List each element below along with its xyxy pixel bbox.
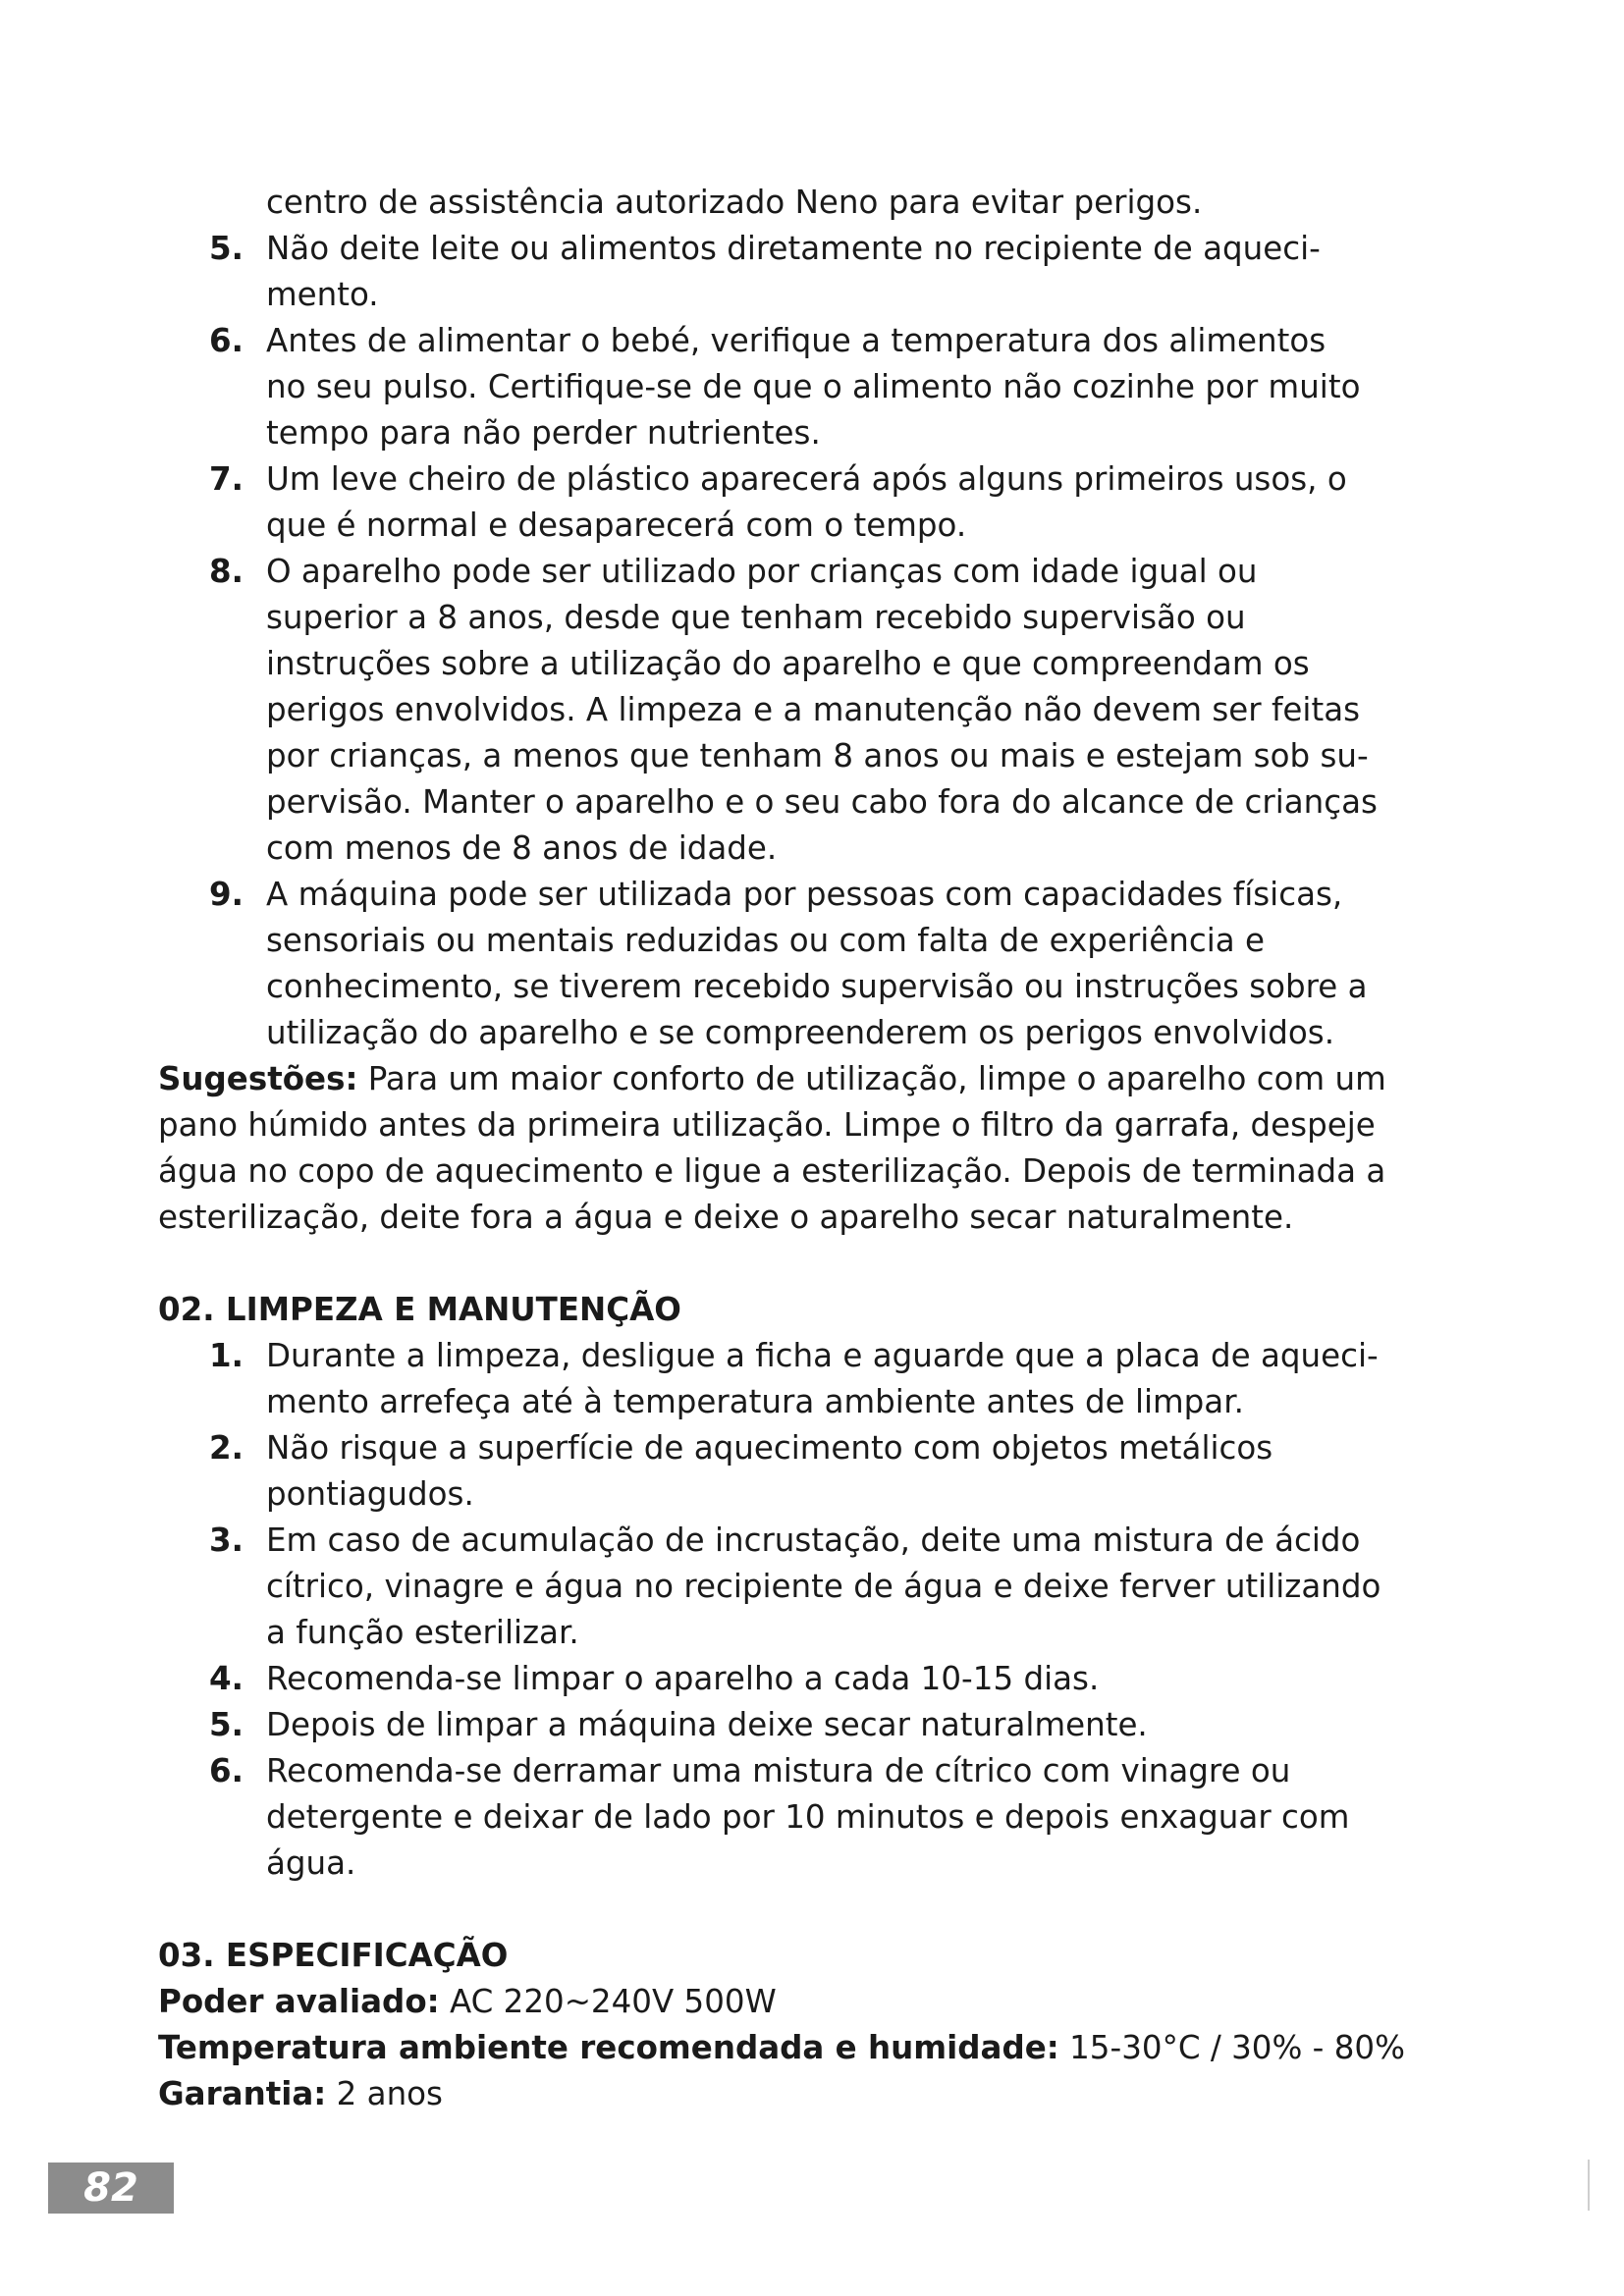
list-item	[158, 226, 1376, 318]
list-text-line: com menos de 8 anos de idade.	[266, 829, 778, 867]
spec-label: Poder avaliado:	[158, 1983, 440, 2020]
list-text-line: Não deite leite ou alimentos diretamente no recipiente de aqueci-	[266, 230, 1321, 267]
list-number: 6.	[209, 1752, 244, 1789]
list-item	[158, 1425, 1376, 1518]
list-text-line: sensoriais ou mentais reduzidas ou com falta de experiência e	[266, 922, 1266, 959]
list-text-line: por crianças, a menos que tenham 8 anos ou mais e estejam sob su-	[266, 737, 1369, 774]
list-text-line: no seu pulso. Certifique-se de que o alimento não cozinhe por muito	[266, 368, 1361, 405]
section-heading-specification: 03. ESPECIFICAÇÃO	[158, 1937, 509, 1974]
list-text-line: instruções sobre a utilização do aparelho e que compreendam os	[266, 645, 1310, 682]
list-text-line: Um leve cheiro de plástico aparecerá após alguns primeiros usos, o	[266, 460, 1347, 498]
spec-label: Temperatura ambiente recomendada e humidade:	[158, 2029, 1059, 2066]
list-text-line: água.	[266, 1844, 356, 1882]
list-number: 6.	[209, 322, 244, 359]
list-text-line: Recomenda-se derramar uma mistura de cítrico com vinagre ou	[266, 1752, 1291, 1789]
list-number: 1.	[209, 1337, 244, 1374]
suggestions-text-line: pano húmido antes da primeira utilização. Limpe o filtro da garrafa, despeje	[158, 1106, 1376, 1144]
spec-value: 2 anos	[326, 2075, 443, 2112]
list-text-line: Antes de alimentar o bebé, verifique a temperatura dos alimentos	[266, 322, 1326, 359]
list-number: 4.	[209, 1660, 244, 1697]
list-number: 9.	[209, 876, 244, 913]
spec-value: AC 220~240V 500W	[439, 1983, 777, 2020]
specification-list	[158, 1979, 1405, 2117]
section-heading-cleaning: 02. LIMPEZA E MANUTENÇÃO	[158, 1291, 681, 1328]
list-text-line: cítrico, vinagre e água no recipiente de água e deixe ferver utilizando	[266, 1568, 1381, 1605]
list-text-line: O aparelho pode ser utilizado por crianças com idade igual ou	[266, 553, 1258, 590]
list-text-line: superior a 8 anos, desde que tenham recebido supervisão ou	[266, 599, 1246, 636]
page-content	[158, 180, 1405, 2117]
list-item	[158, 318, 1376, 456]
spec-value: 15-30°C / 30% - 80%	[1058, 2029, 1405, 2066]
warnings-list	[158, 226, 1376, 1056]
cleaning-list	[158, 1333, 1381, 1887]
list-text-line: que é normal e desaparecerá com o tempo.	[266, 507, 967, 544]
list-item	[158, 1333, 1379, 1425]
list-text-line: Durante a limpeza, desligue a ficha e aguarde que a placa de aqueci-	[266, 1337, 1379, 1374]
list-text-line: utilização do aparelho e se compreenderem os perigos envolvidos.	[266, 1014, 1335, 1051]
suggestions-paragraph	[158, 1056, 1386, 1241]
spec-row-warranty	[158, 2071, 1376, 2117]
list-number: 8.	[209, 553, 244, 590]
list-item	[158, 872, 1376, 1056]
list-text-line: conhecimento, se tiverem recebido supervisão ou instruções sobre a	[266, 968, 1368, 1005]
list-item	[158, 1748, 1376, 1887]
list-item	[158, 549, 1376, 872]
suggestions-first-line	[158, 1056, 1386, 1102]
suggestions-label: Sugestões:	[158, 1060, 358, 1097]
list-text-line: detergente e deixar de lado por 10 minutos e depois enxaguar com	[266, 1798, 1350, 1836]
suggestions-text-line: água no copo de aquecimento e ligue a esterilização. Depois de terminada a	[158, 1152, 1386, 1190]
list-number: 2.	[209, 1429, 244, 1467]
suggestions-text-line: esterilização, deite fora a água e deixe o aparelho secar naturalmente.	[158, 1199, 1294, 1236]
list-text-line: tempo para não perder nutrientes.	[266, 414, 821, 452]
spec-label: Garantia:	[158, 2075, 327, 2112]
spec-row-temperature-humidity	[158, 2025, 1405, 2071]
list-text-line: perigos envolvidos. A limpeza e a manutenção não devem ser feitas	[266, 691, 1361, 728]
list-text-line: Em caso de acumulação de incrustação, deite uma mistura de ácido	[266, 1522, 1361, 1559]
list-item	[158, 1656, 1376, 1702]
list-text-line: Depois de limpar a máquina deixe secar naturalmente.	[266, 1706, 1148, 1743]
list-item	[158, 1702, 1376, 1748]
list-number: 5.	[209, 230, 244, 267]
list-text-line: a função esterilizar.	[266, 1614, 579, 1651]
list-text-line: A máquina pode ser utilizada por pessoas com capacidades físicas,	[266, 876, 1343, 913]
intro-continuation: centro de assistência autorizado Neno para evitar perigos.	[266, 184, 1203, 221]
list-text-line: pervisão. Manter o aparelho e o seu cabo fora do alcance de crianças	[266, 783, 1378, 821]
page-number-badge: 82	[48, 2163, 174, 2214]
list-item	[158, 1518, 1381, 1656]
spec-row-rated-power	[158, 1979, 1376, 2025]
list-text-line: pontiagudos.	[266, 1475, 474, 1513]
list-item	[158, 456, 1376, 549]
suggestions-text: Para um maior conforto de utilização, limpe o aparelho com um	[357, 1060, 1386, 1097]
list-text-line: mento.	[266, 276, 379, 313]
list-number: 3.	[209, 1522, 244, 1559]
list-number: 7.	[209, 460, 244, 498]
list-text-line: Não risque a superfície de aquecimento com objetos metálicos	[266, 1429, 1273, 1467]
list-text-line: Recomenda-se limpar o aparelho a cada 10-15 dias.	[266, 1660, 1100, 1697]
list-number: 5.	[209, 1706, 244, 1743]
page-edge-mark	[1588, 2160, 1590, 2211]
list-text-line: mento arrefeça até à temperatura ambiente antes de limpar.	[266, 1383, 1244, 1420]
